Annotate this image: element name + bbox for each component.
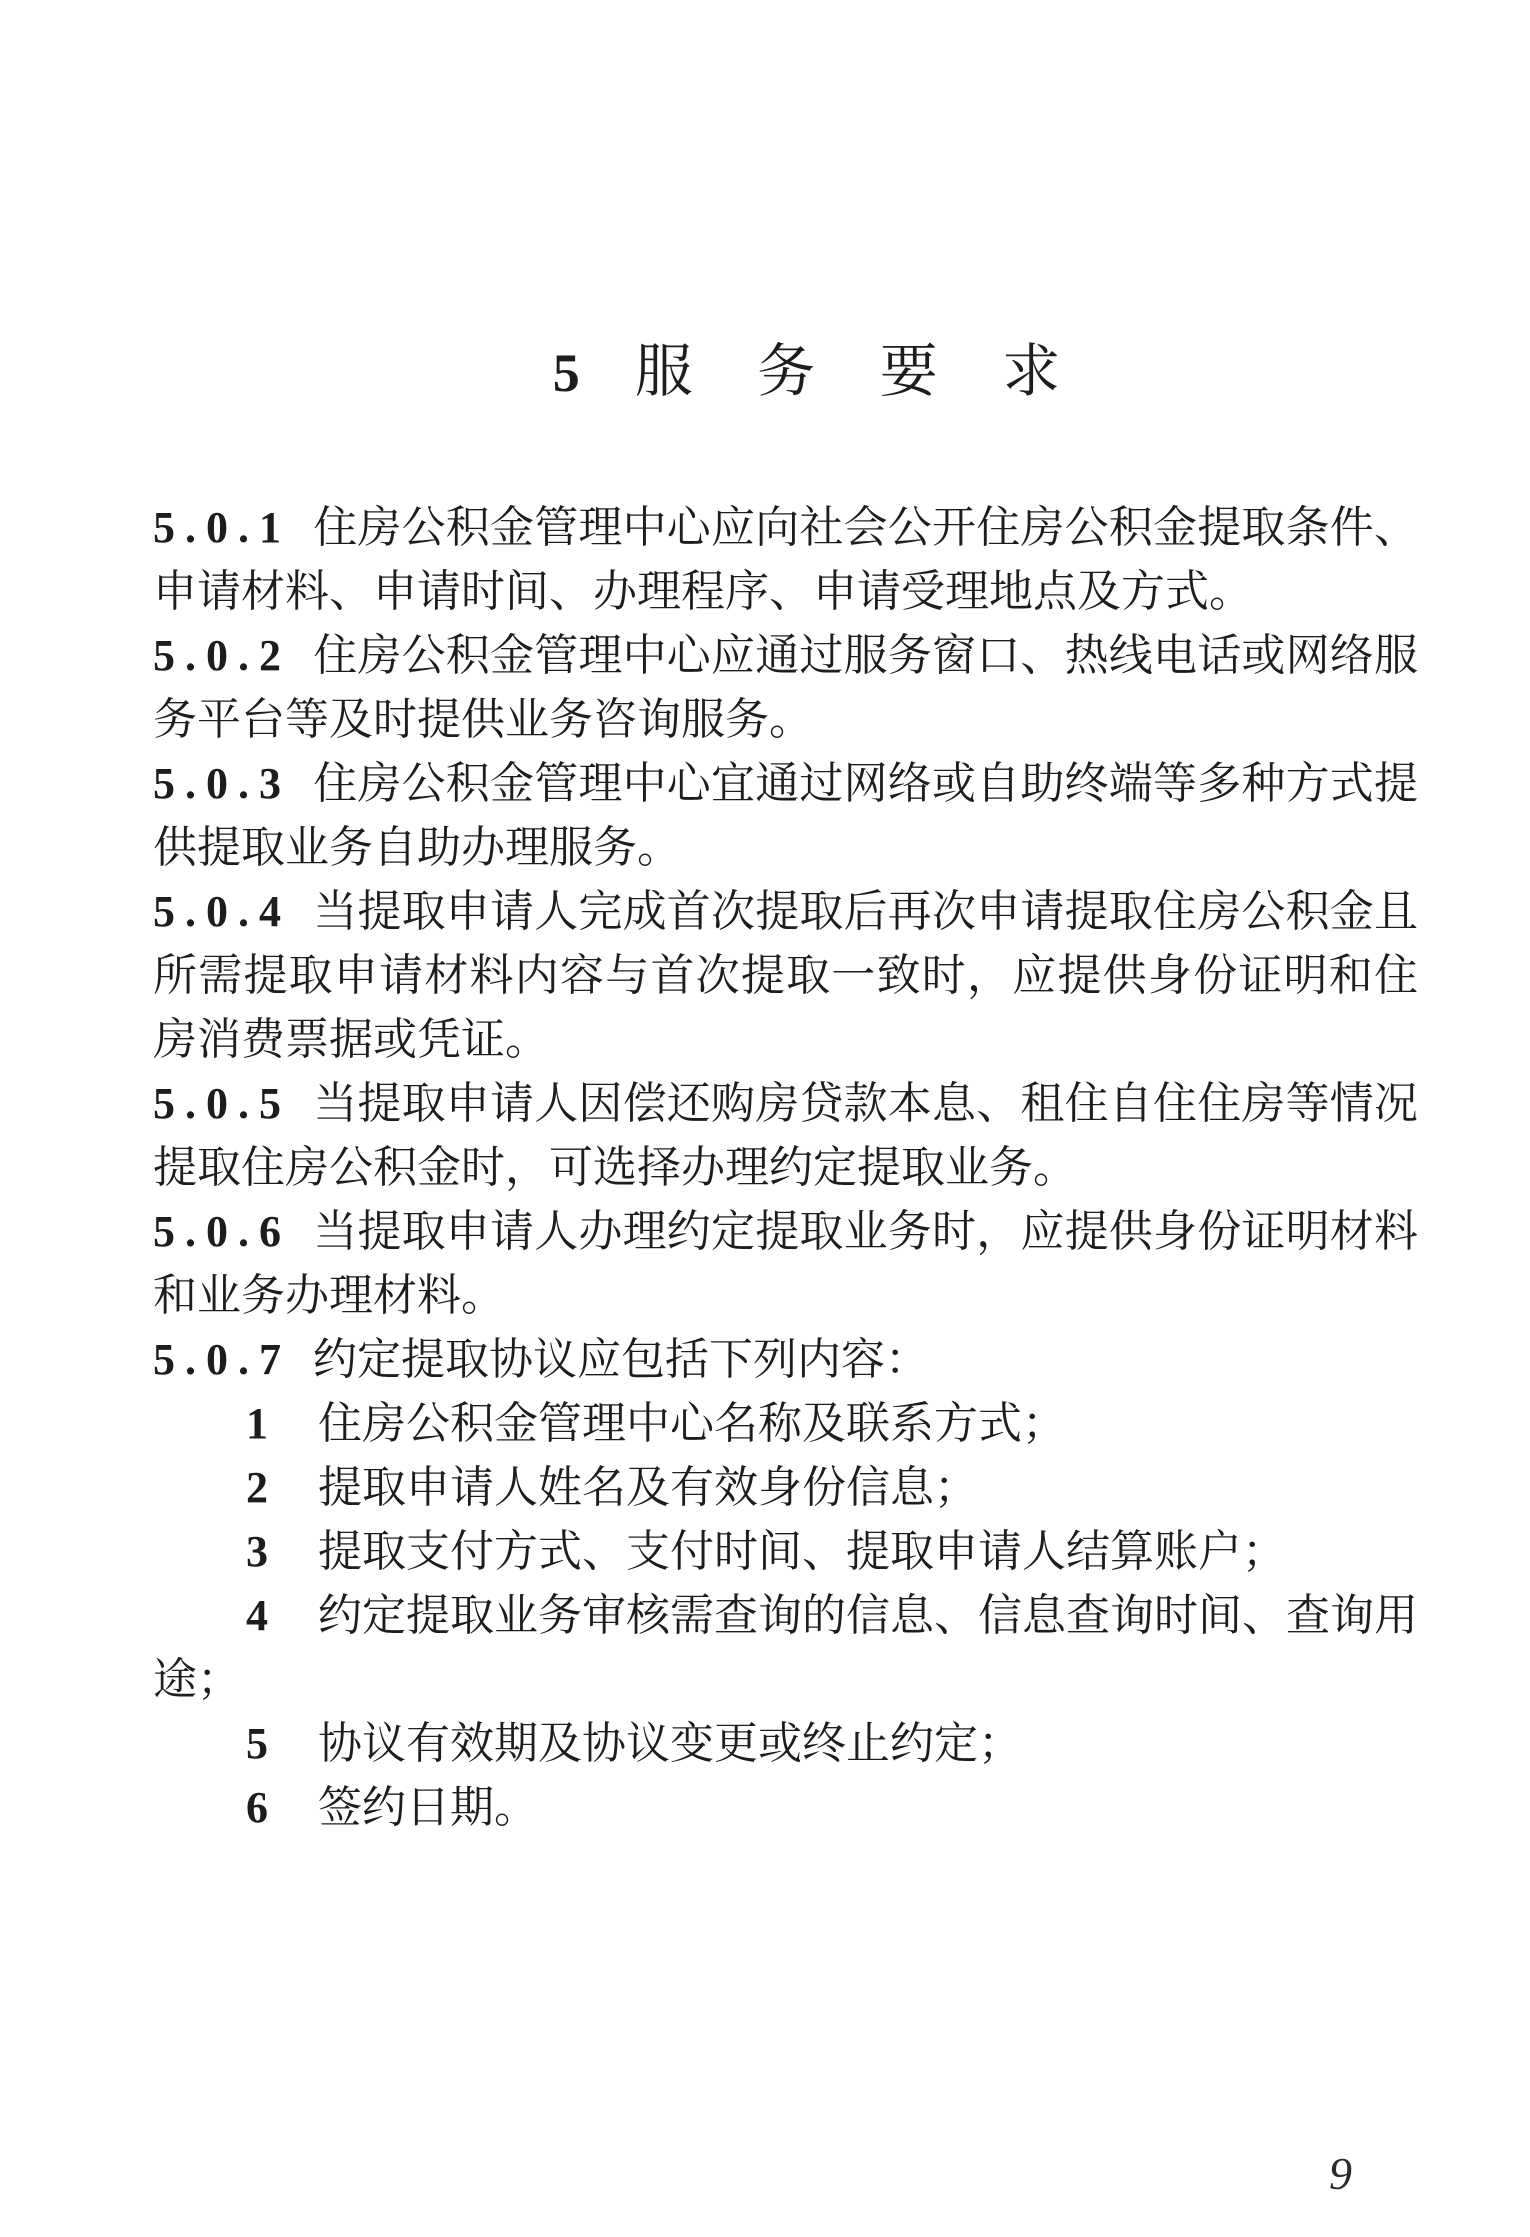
clause-5-0-5 — [153, 1072, 1418, 1200]
clause-5-0-4 — [153, 880, 1418, 1072]
clause-text: 约定提取协议应包括下列内容： — [313, 1335, 929, 1384]
clause-5-0-7 — [153, 1328, 1418, 1392]
clause-5-0-1 — [153, 496, 1418, 624]
clause-text: 住房公积金管理中心应向社会公开住房公积金提取条件、申请材料、申请时间、办理程序、申请受理地点及方式。 — [153, 503, 1418, 616]
item-number: 4 — [246, 1591, 268, 1640]
list-item-4 — [153, 1584, 1418, 1712]
clause-number: 5.0.4 — [153, 887, 291, 936]
section-title-text: 服 务 要 求 — [634, 339, 1061, 404]
item-text: 住房公积金管理中心名称及联系方式； — [318, 1399, 1066, 1448]
clause-text: 住房公积金管理中心应通过服务窗口、热线电话或网络服务平台等及时提供业务咨询服务。 — [153, 631, 1418, 744]
clause-number: 5.0.6 — [153, 1207, 291, 1256]
section-number: 5 — [552, 343, 580, 403]
item-number: 3 — [246, 1527, 268, 1576]
clause-number: 5.0.3 — [153, 759, 291, 808]
page-number: 9 — [1329, 2148, 1352, 2199]
clause-list — [153, 496, 1418, 1840]
clause-5-0-6 — [153, 1200, 1418, 1328]
item-text: 提取申请人姓名及有效身份信息； — [318, 1463, 978, 1512]
item-text: 协议有效期及协议变更或终止约定； — [318, 1719, 1022, 1768]
item-number: 5 — [246, 1719, 268, 1768]
clause-text: 当提取申请人完成首次提取后再次申请提取住房公积金且所需提取申请材料内容与首次提取一致时，应提供身份证明和住房消费票据或凭证。 — [153, 887, 1418, 1064]
clause-number: 5.0.1 — [153, 503, 291, 552]
list-item-2 — [153, 1456, 1418, 1520]
item-number: 1 — [246, 1399, 268, 1448]
item-text: 约定提取业务审核需查询的信息、信息查询时间、查询用途； — [153, 1591, 1418, 1704]
item-number: 2 — [246, 1463, 268, 1512]
clause-text: 当提取申请人因偿还购房贷款本息、租住自住住房等情况提取住房公积金时，可选择办理约定提取业务。 — [153, 1079, 1418, 1192]
item-text: 签约日期。 — [318, 1783, 538, 1832]
section-title — [153, 340, 1418, 405]
list-item-3 — [153, 1520, 1418, 1584]
clause-text: 当提取申请人办理约定提取业务时，应提供身份证明材料和业务办理材料。 — [153, 1207, 1418, 1320]
list-item-5 — [153, 1712, 1418, 1776]
clause-text: 住房公积金管理中心宜通过网络或自助终端等多种方式提供提取业务自助办理服务。 — [153, 759, 1418, 872]
clause-number: 5.0.2 — [153, 631, 291, 680]
list-item-1 — [153, 1392, 1418, 1456]
list-item-6 — [153, 1776, 1418, 1840]
clause-number: 5.0.5 — [153, 1079, 291, 1128]
item-text: 提取支付方式、支付时间、提取申请人结算账户； — [318, 1527, 1286, 1576]
clause-5-0-2 — [153, 624, 1418, 752]
clause-number: 5.0.7 — [153, 1335, 291, 1384]
clause-5-0-3 — [153, 752, 1418, 880]
item-number: 6 — [246, 1783, 268, 1832]
